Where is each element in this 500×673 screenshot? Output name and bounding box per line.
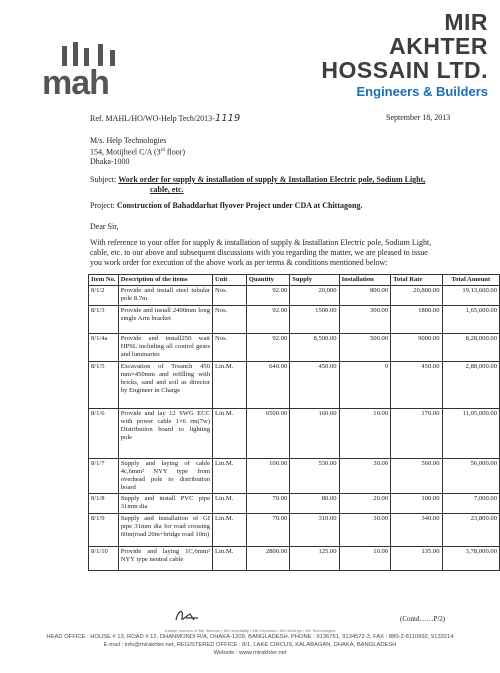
cell-description: Supply and laying of cable 4c,6mm² NYY type from overhead pole to distribution board	[118, 459, 212, 494]
salutation: Dear Sir,	[90, 222, 119, 231]
body-line-2: cable, etc. to our above and subsequent discussions with you regarding the matter, we are pleased to issue	[90, 248, 428, 257]
cell-item-no: 8/1/3	[89, 306, 119, 334]
cell-description: Provide and install 2400mm long single Arm bracket	[118, 306, 212, 334]
cell-item-no: 8/1/6	[89, 409, 119, 459]
cell-item-no: 8/1/7	[89, 459, 119, 494]
table-row	[89, 286, 500, 306]
cell-unit: Nos.	[213, 286, 247, 306]
cell-item-no: 8/1/5	[89, 362, 119, 409]
svg-text:mah: mah	[42, 64, 109, 98]
subject-text: Work order for supply & installation of supply & Installation Electric pole, Sodium Light,	[118, 175, 426, 184]
cell-installation: 10.00	[339, 547, 391, 571]
cell-unit: Lin.M.	[213, 514, 247, 547]
subject-line	[90, 175, 425, 185]
table-row	[89, 409, 500, 459]
cell-total-amount: 56,000.00	[442, 459, 499, 494]
cell-installation: 10.00	[339, 409, 391, 459]
cell-unit: Lin.M.	[213, 547, 247, 571]
header-unit: Unit	[213, 275, 247, 286]
table-row	[89, 547, 500, 571]
cell-total-amount: 23,800.00	[442, 514, 499, 547]
cell-supply: 310.00	[290, 514, 339, 547]
letter-date: September 18, 2013	[386, 113, 451, 122]
cell-unit: Lin.M.	[213, 494, 247, 514]
company-name-line3: HOSSAIN LTD.	[321, 57, 488, 83]
cell-item-no: 8/1/9	[89, 514, 119, 547]
table-row	[89, 362, 500, 409]
subject-label: Subject:	[90, 175, 117, 184]
cell-item-no: 8/1/2	[89, 286, 119, 306]
cell-quantity: 70.00	[246, 494, 290, 514]
cell-total-rate: 340.00	[391, 514, 442, 547]
cell-supply: 530.00	[290, 459, 339, 494]
cell-item-no: 8/1/4a	[89, 334, 119, 362]
footer-sister-concerns: A sister concern of Mir Telecom • Mir Hospitality • Mir Ceramics • Mir Holdings • Mir Technologies	[164, 628, 336, 633]
cell-quantity: 100.00	[246, 459, 290, 494]
footer-head-office: HEAD OFFICE : HOUSE # 13, ROAD # 12, DHANMONDI R/A, DHAKA-1209, BANGLADESH, PHONE : 9136761, 9134572-3, FAX : 880-2-8110992, 9133214	[46, 634, 454, 640]
cell-supply: 20,000	[290, 286, 339, 306]
cell-total-amount: 7,000.00	[442, 494, 499, 514]
header-installation: Installation	[339, 275, 391, 286]
cell-quantity: 92.00	[246, 286, 290, 306]
header-supply: Supply	[290, 275, 339, 286]
table-row	[89, 459, 500, 494]
cell-total-rate: 560.00	[391, 459, 442, 494]
header-quantity: Quantity	[246, 275, 290, 286]
cell-description: Provide and install steel tubular pole 8.7m	[118, 286, 212, 306]
cell-total-rate: 100.00	[391, 494, 442, 514]
company-tagline: Engineers & Builders	[356, 84, 488, 99]
reference-handwritten-number: 1119	[214, 113, 241, 124]
table-row	[89, 334, 500, 362]
cell-unit: Lin.M.	[213, 459, 247, 494]
cell-total-rate: 1800.00	[391, 306, 442, 334]
cell-supply: 125.00	[290, 547, 339, 571]
cell-installation: 0	[339, 362, 391, 409]
body-line-3: you work order for execution of the above work as per terms & conditions mentioned below:	[90, 258, 388, 267]
subject-text-continued: cable, etc.	[150, 185, 184, 194]
body-line-1: With reference to your offer for supply & installation of supply & Installation Electric pole, Sodium Light,	[90, 238, 432, 247]
cell-description: Supply and installation of GI pipe 31mm dia for road crossing 60m(road 20m+bridge road 10m)	[118, 514, 212, 547]
cell-installation: 800.00	[339, 286, 391, 306]
cell-total-rate: 20,800.00	[391, 286, 442, 306]
header-description: Description of the items	[118, 275, 212, 286]
cell-total-rate: 135.00	[391, 547, 442, 571]
cell-quantity: 70.00	[246, 514, 290, 547]
cell-item-no: 8/1/10	[89, 547, 119, 571]
continued-note: (Contd……P/2)	[400, 615, 446, 623]
company-logo-icon	[40, 42, 134, 98]
cell-description: Excavation of Treanch 450 mm×450mm and refilling with bricks, sand and soil as director by Engineer in Charge	[118, 362, 212, 409]
header-total-rate: Total Rate	[391, 275, 442, 286]
cell-quantity: 640.00	[246, 362, 290, 409]
address-line-1: 154, Motijheel C/A (3rd floor)	[90, 147, 186, 157]
cell-total-rate: 170.00	[391, 409, 442, 459]
company-name-block	[321, 10, 488, 101]
cell-total-amount: 1,65,600.00	[442, 306, 499, 334]
cell-unit: Lin.M.	[213, 362, 247, 409]
cell-description: Provide and lay 12 SWG ECC with power cable 1×6 rm(7w) Distribution board to lighting pole	[118, 409, 212, 459]
cell-total-amount: 3,78,000.00	[442, 547, 499, 571]
cell-installation: 500.00	[339, 334, 391, 362]
cell-supply: 80.00	[290, 494, 339, 514]
addressee-name: M/s. Help Technologies	[90, 136, 167, 145]
cell-total-amount: 2,88,000.00	[442, 362, 499, 409]
cell-item-no: 8/1/8	[89, 494, 119, 514]
cell-unit: Nos.	[213, 306, 247, 334]
cell-quantity: 92.00	[246, 334, 290, 362]
addressee-block	[90, 136, 185, 166]
cell-supply: 1500.00	[290, 306, 339, 334]
cell-description: Provide and laying 1C,6mm² NYY type neutral cable	[118, 547, 212, 571]
project-label: Project:	[90, 201, 115, 210]
letter-footer	[0, 628, 500, 657]
project-line	[90, 201, 362, 211]
reference-line	[90, 114, 240, 124]
cell-supply: 8,500.00	[290, 334, 339, 362]
cell-supply: 450.00	[290, 362, 339, 409]
company-name-line1: MIR	[444, 9, 488, 35]
cell-quantity: 2800.00	[246, 547, 290, 571]
address-line-2: Dhaka-1000	[90, 156, 130, 166]
cell-quantity: 6500.00	[246, 409, 290, 459]
signature-icon	[172, 606, 202, 626]
cell-installation: 300.00	[339, 306, 391, 334]
table-row	[89, 306, 500, 334]
cell-description: Provide and install250 watt HPSL including all control gears and luminaries	[118, 334, 212, 362]
footer-email: E-mail : info@mirakhter.net, REGISTERED OFFICE : 8/1, LAKE CIRCUS, KALABAGAN, DHAKA, BANGLADESH	[103, 642, 397, 648]
letter-body	[90, 238, 431, 268]
cell-total-amount: 8,28,000.00	[442, 334, 499, 362]
cell-total-rate: 450.00	[391, 362, 442, 409]
cell-total-amount: 11,05,000.00	[442, 409, 499, 459]
work-order-table	[88, 274, 500, 571]
table-row	[89, 494, 500, 514]
cell-unit: Lin.M.	[213, 409, 247, 459]
cell-unit: Nos.	[213, 334, 247, 362]
company-name-line2: AKHTER	[389, 33, 488, 59]
reference-number: Ref. MAHL/HO/WO-Help Tech/2013-	[90, 114, 215, 123]
cell-quantity: 92.00	[246, 306, 290, 334]
header-total-amount: Total Amount	[442, 275, 499, 286]
cell-description: Supply and install PVC pipe 31mm dia	[118, 494, 212, 514]
table-row	[89, 514, 500, 547]
table-header-row	[89, 275, 500, 286]
cell-installation: 20.00	[339, 494, 391, 514]
footer-website: Website : www.mirakhter.net	[213, 650, 287, 656]
header-item-no: Item No.	[89, 275, 119, 286]
cell-installation: 30.00	[339, 514, 391, 547]
cell-supply: 160.00	[290, 409, 339, 459]
cell-total-rate: 9000.00	[391, 334, 442, 362]
cell-total-amount: 19,13,600.00	[442, 286, 499, 306]
project-text: Construction of Bahaddarhat flyover Project under CDA at Chittagong.	[116, 201, 363, 210]
cell-installation: 30.00	[339, 459, 391, 494]
